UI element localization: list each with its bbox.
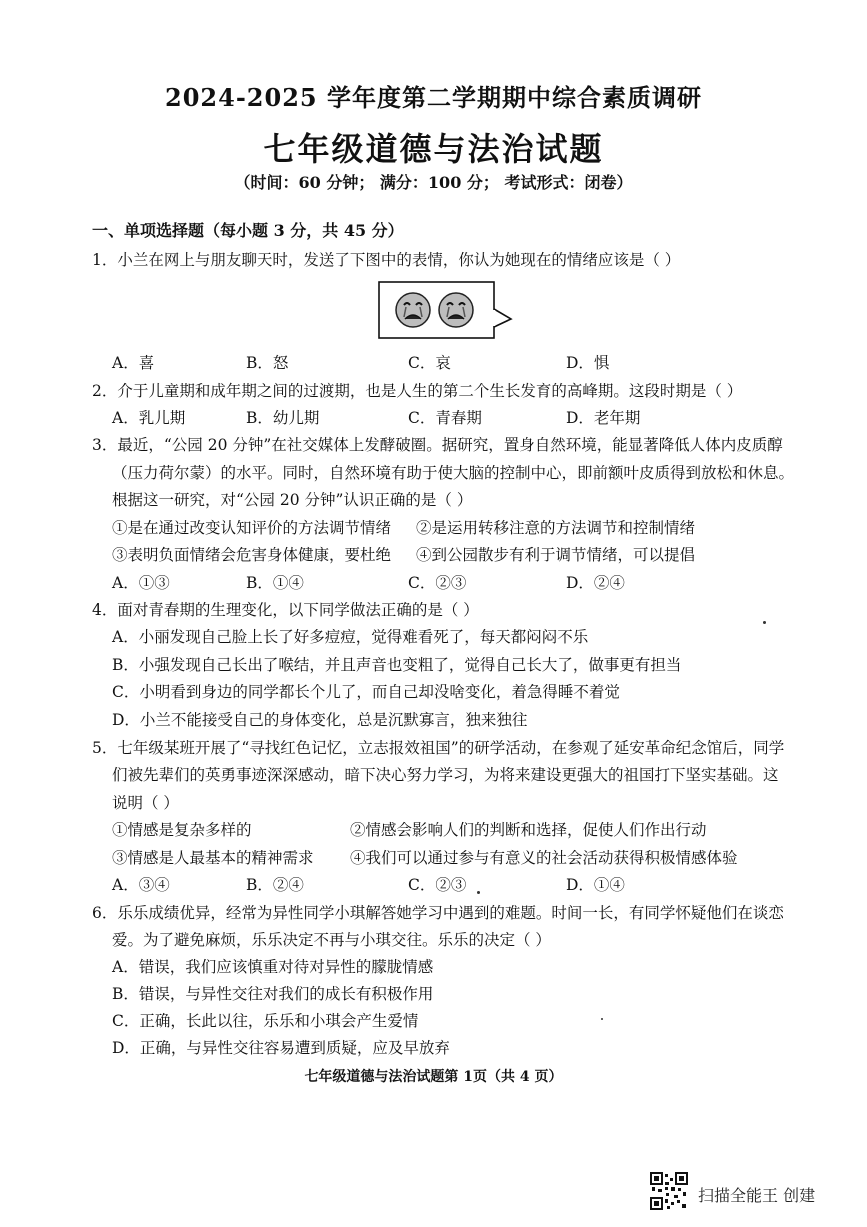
scan-speck — [601, 1018, 603, 1020]
section-title: 一、单项选择题（每小题 3 分，共 45 分） — [92, 221, 404, 240]
question-5-stem: 5．七年级某班开展了“寻找红色记忆，立志报效祖国”的研学活动，在参观了延安革命纪念馆后，同学 — [92, 739, 785, 757]
option-b[interactable]: B．错误，与异性交往对我们的成长有积极作用 — [112, 985, 434, 1003]
option-c[interactable]: C．小明看到身边的同学都长个儿了，而自己却没啥变化，着急得睡不着觉 — [112, 683, 620, 701]
option-d[interactable]: D．②④ — [566, 574, 625, 592]
statement: ③情感是人最基本的精神需求 — [112, 849, 314, 867]
exam-period-heading: 2024-2025 学年度第二学期期中综合素质调研 — [165, 83, 702, 112]
option-a[interactable]: A．乳儿期 — [112, 409, 186, 427]
option-a[interactable]: A．喜 — [112, 354, 155, 372]
page-footer: 七年级道德与法治试题第 1页（共 4 页） — [304, 1069, 563, 1085]
qr-code-icon — [650, 1172, 688, 1210]
question-5-stem: 们被先辈们的英勇事迹深深感动，暗下决心努力学习，为将来建设更强大的祖国打下坚实基础。这 — [112, 766, 779, 784]
option-c[interactable]: C．②③ — [408, 574, 467, 592]
crying-emoji-image — [378, 281, 496, 339]
statement: ①情感是复杂多样的 — [112, 821, 252, 839]
option-d[interactable]: D．老年期 — [566, 409, 641, 427]
option-a[interactable]: A．小丽发现自己脸上长了好多痘痘，觉得难看死了，每天都闷闷不乐 — [112, 628, 589, 646]
scan-speck — [763, 621, 766, 624]
option-d[interactable]: D．小兰不能接受自己的身体变化，总是沉默寡言，独来独往 — [112, 711, 528, 729]
exam-info: （时间：60 分钟； 满分：100 分； 考试形式：闭卷） — [234, 173, 633, 192]
option-b[interactable]: B．①④ — [246, 574, 304, 592]
statement: ②情感会影响人们的判断和选择，促使人们作出行动 — [350, 821, 707, 839]
question-3-stem: 根据这一研究，对“公园 20 分钟”认识正确的是（ ） — [112, 491, 473, 509]
option-a[interactable]: A．①③ — [112, 574, 170, 592]
crying-face-icon — [396, 293, 430, 327]
question-2-stem: 2．介于儿童期和成年期之间的过渡期，也是人生的第二个生长发育的高峰期。这段时期是（ ） — [92, 382, 743, 400]
statement: ③表明负面情绪会危害身体健康，要杜绝 — [112, 546, 392, 564]
option-b[interactable]: B．小强发现自己长出了喉结，并且声音也变粗了，觉得自己长大了，做事更有担当 — [112, 656, 682, 674]
question-4-stem: 4．面对青春期的生理变化，以下同学做法正确的是（ ） — [92, 601, 479, 619]
statement: ④到公园散步有利于调节情绪，可以提倡 — [416, 546, 696, 564]
scan-speck — [477, 891, 480, 894]
question-5-stem: 说明（ ） — [112, 794, 179, 812]
option-b[interactable]: B．②④ — [246, 876, 304, 894]
statement: ②是运用转移注意的方法调节和控制情绪 — [416, 519, 696, 537]
option-c[interactable]: C．②③ — [408, 876, 467, 894]
question-3-stem: （压力荷尔蒙）的水平。同时，自然环境有助于使大脑的控制中心，即前额叶皮质得到放松和休息。 — [112, 464, 795, 482]
option-b[interactable]: B．怒 — [246, 354, 289, 372]
option-a[interactable]: A．③④ — [112, 876, 170, 894]
question-6-stem: 爱。为了避免麻烦，乐乐决定不再与小琪交往。乐乐的决定（ ） — [112, 931, 551, 949]
exam-title: 七年级道德与法治试题 — [263, 130, 604, 168]
statement: ④我们可以通过参与有意义的社会活动获得积极情感体验 — [350, 849, 738, 867]
scanner-watermark: 扫描全能王 创建 — [698, 1186, 816, 1205]
question-6-stem: 6．乐乐成绩优异，经常为异性同学小琪解答她学习中遇到的难题。时间一长，有同学怀疑他们在谈恋 — [92, 904, 784, 922]
option-b[interactable]: B．幼儿期 — [246, 409, 320, 427]
question-3-stem: 3．最近，“公园 20 分钟”在社交媒体上发酵破圈。据研究，置身自然环境，能显著降低人体内皮质醇 — [92, 436, 783, 454]
option-d[interactable]: D．惧 — [566, 354, 610, 372]
option-c[interactable]: C．正确，长此以往，乐乐和小琪会产生爱情 — [112, 1012, 419, 1030]
option-d[interactable]: D．①④ — [566, 876, 625, 894]
option-a[interactable]: A．错误，我们应该慎重对待对异性的朦胧情感 — [112, 958, 434, 976]
statement: ①是在通过改变认知评价的方法调节情绪 — [112, 519, 392, 537]
crying-face-icon — [439, 293, 473, 327]
option-c[interactable]: C．哀 — [408, 354, 451, 372]
option-c[interactable]: C．青春期 — [408, 409, 482, 427]
option-d[interactable]: D．正确，与异性交往容易遭到质疑，应及早放弃 — [112, 1039, 450, 1057]
question-1-stem: 1．小兰在网上与朋友聊天时，发送了下图中的表情，你认为她现在的情绪应该是（ ） — [92, 251, 681, 269]
